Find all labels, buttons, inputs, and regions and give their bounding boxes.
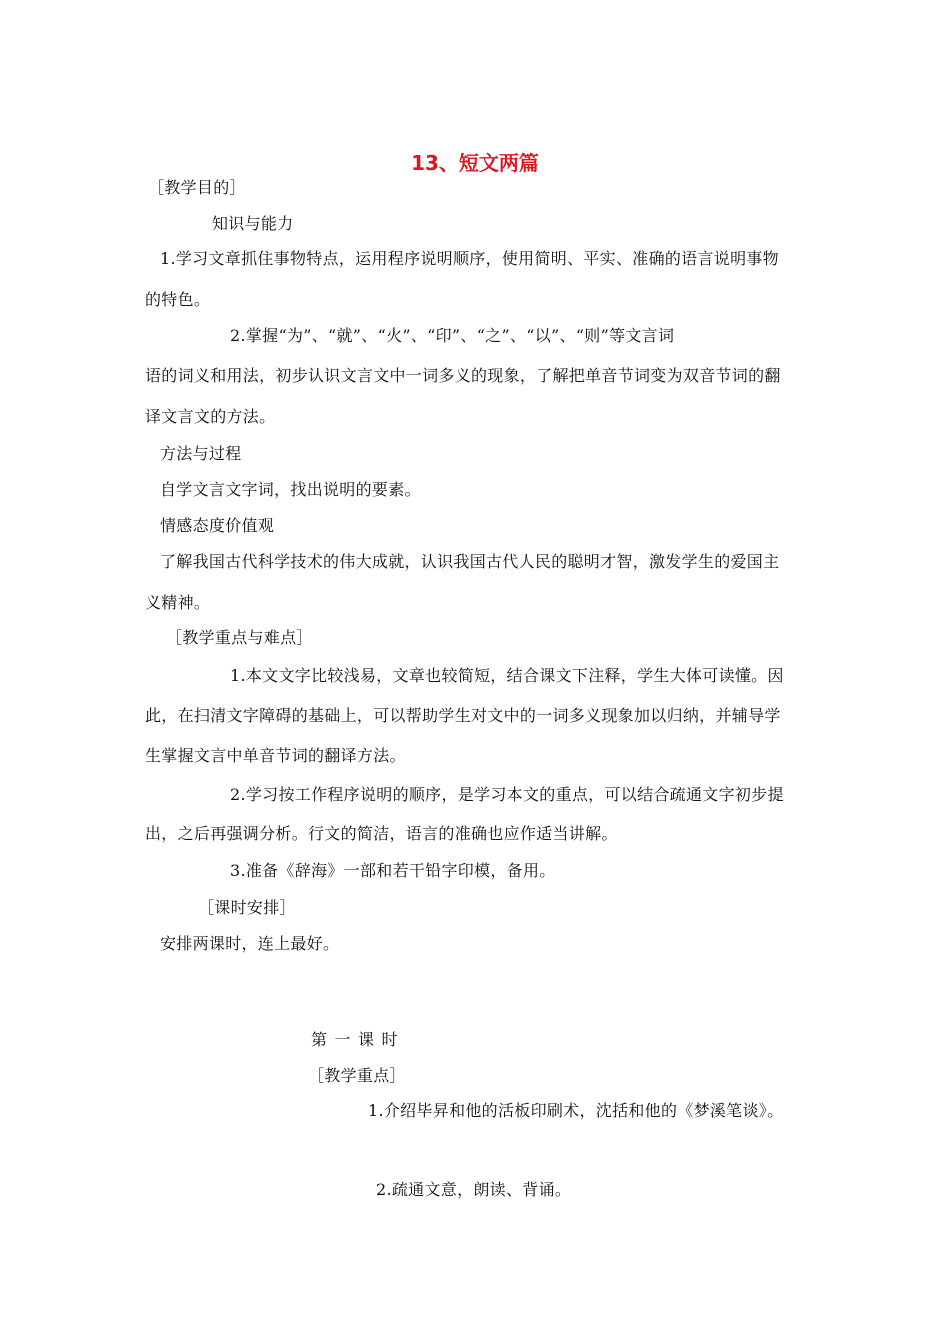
goal-item-1-line-2: 的特色。 bbox=[145, 290, 211, 309]
section-heading-class-schedule: ［课时安排］ bbox=[198, 898, 296, 917]
lesson-1-item-2: 2.疏通文意，朗读、背诵。 bbox=[376, 1180, 572, 1199]
goal-item-2-line-2: 语的词义和用法，初步认识文言文中一词多义的现象，了解把单音节词变为双音节词的翻 bbox=[145, 366, 781, 385]
method-process-text: 自学文言文字词，找出说明的要素。 bbox=[160, 480, 421, 499]
class-schedule-text: 安排两课时，连上最好。 bbox=[160, 934, 340, 953]
lesson-1-item-1: 1.介绍毕昇和他的活板印刷术，沈括和他的《梦溪笔谈》。 bbox=[368, 1101, 784, 1120]
focus-para-1-line-1: 1.本文文字比较浅易，文章也较简短，结合课文下注释，学生大体可读懂。因 bbox=[230, 666, 784, 685]
goal-item-1-line-1: 1.学习文章抓住事物特点，运用程序说明顺序，使用简明、平实、准确的语言说明事物 bbox=[160, 249, 779, 268]
focus-para-2-line-1: 2.学习按工作程序说明的顺序，是学习本文的重点，可以结合疏通文字初步提 bbox=[230, 785, 784, 804]
focus-para-3: 3.准备《辞海》一部和若干铅字印模，备用。 bbox=[230, 861, 556, 880]
subheading-method-process: 方法与过程 bbox=[160, 444, 242, 463]
focus-para-1-line-3: 生掌握文言中单音节词的翻译方法。 bbox=[145, 746, 406, 765]
section-heading-teaching-goals: ［教学目的］ bbox=[148, 178, 246, 197]
emotion-values-line-1: 了解我国古代科学技术的伟大成就，认识我国古代人民的聪明才智，激发学生的爱国主 bbox=[160, 552, 780, 571]
emotion-values-line-2: 义精神。 bbox=[145, 593, 211, 612]
focus-para-1-line-2: 此，在扫清文字障碍的基础上，可以帮助学生对文中的一词多义现象加以归纳，并辅导学 bbox=[145, 706, 781, 725]
goal-item-2-line-3: 译文言文的方法。 bbox=[145, 407, 276, 426]
lesson-1-subheading: ［教学重点］ bbox=[308, 1066, 406, 1085]
subheading-knowledge-ability: 知识与能力 bbox=[212, 214, 294, 233]
subheading-emotion-values: 情感态度价值观 bbox=[160, 516, 275, 535]
section-heading-focus-difficulty: ［教学重点与难点］ bbox=[166, 628, 313, 647]
document-title: 13、短文两篇 bbox=[411, 151, 539, 175]
focus-para-2-line-2: 出，之后再强调分析。行文的简洁，语言的准确也应作适当讲解。 bbox=[145, 824, 618, 843]
goal-item-2-line-1: 2.掌握“为”、“就”、“火”、“印”、“之”、“以”、“则”等文言词 bbox=[230, 326, 675, 345]
lesson-1-heading: 第 一 课 时 bbox=[311, 1030, 399, 1049]
